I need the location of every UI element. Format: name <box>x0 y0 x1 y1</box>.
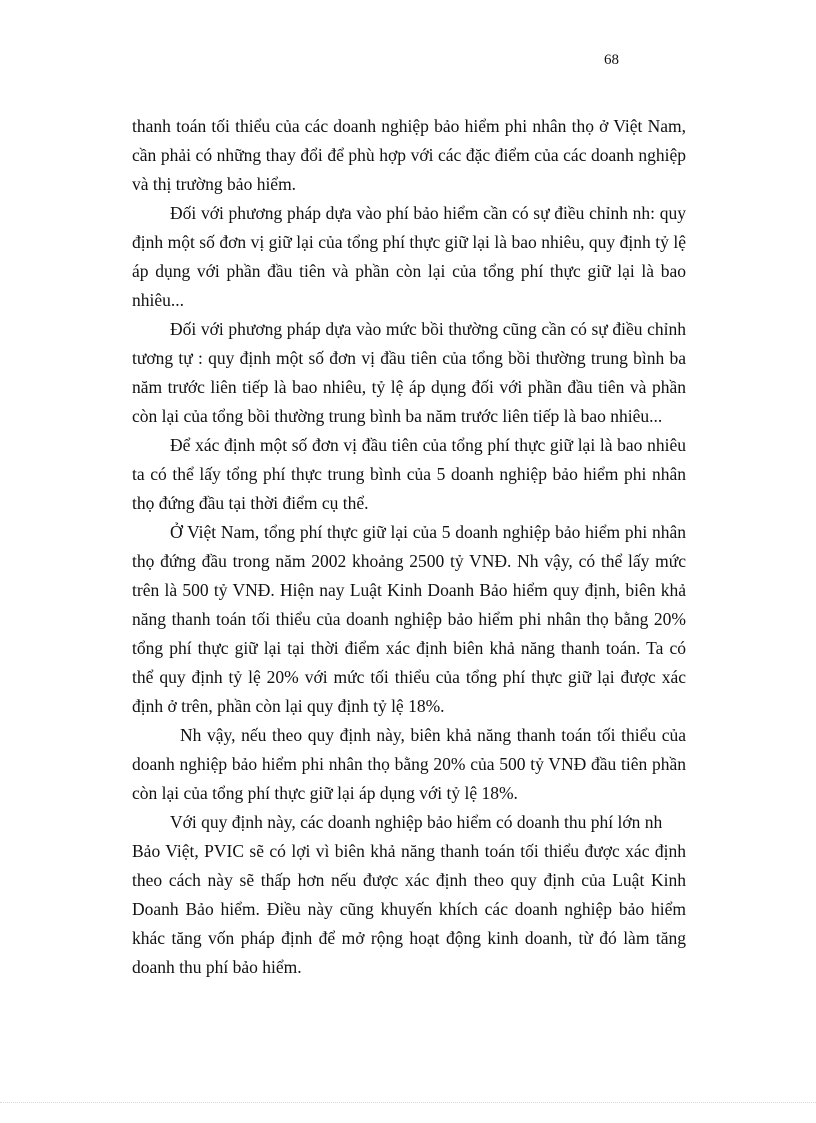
text-line: thọ đứng đầu tại thời điểm cụ thể. <box>132 493 369 513</box>
text-line: Nh vậy, nếu theo quy định này, biên khả năng thanh toán tối thiểu của <box>180 725 686 745</box>
text-line: trên là 500 tỷ VNĐ. Hiện nay Luật Kinh Doanh Bảo hiểm quy định, biên khả <box>132 580 686 600</box>
text-line: Ở Việt Nam, tổng phí thực giữ lại của 5 doanh nghiệp bảo hiểm phi nhân <box>170 522 686 542</box>
text-line: còn lại của tổng phí thực giữ lại áp dụng với tỷ lệ 18%. <box>132 783 518 803</box>
text-line: doanh nghiệp bảo hiểm phi nhân thọ bằng 20% của 500 tỷ VNĐ đầu tiên phần <box>132 754 686 774</box>
text-line: thọ đứng đầu trong năm 2002 khoảng 2500 tỷ VNĐ. Nh vậy, có thể lấy mức <box>132 551 686 571</box>
text-line: tương tự : quy định một số đơn vị đầu tiên của tổng bồi thường trung bình ba <box>132 348 686 368</box>
text-line: còn lại của tổng bồi thường trung bình ba năm trước liên tiếp là bao nhiêu... <box>132 406 663 426</box>
text-line: khác tăng vốn pháp định để mở rộng hoạt động kinh doanh, từ đó làm tăng <box>132 928 686 948</box>
text-line: nhiêu... <box>132 290 185 310</box>
text-line: thanh toán tối thiểu của các doanh nghiệp bảo hiểm phi nhân thọ ở Việt Nam, <box>132 116 686 136</box>
text-line: Doanh Bảo hiểm. Điều này cũng khuyến khích các doanh nghiệp bảo hiểm <box>132 899 686 919</box>
text-line: định ở trên, phần còn lại quy định tỷ lệ 18%. <box>132 696 445 716</box>
text-line: Đối với phương pháp dựa vào mức bồi thường cũng cần có sự điều chỉnh <box>170 319 686 339</box>
page-bottom-divider <box>0 1102 816 1103</box>
text-line: Để xác định một số đơn vị đầu tiên của tổng phí thực giữ lại là bao nhiêu <box>170 435 686 455</box>
text-line: năng thanh toán tối thiểu của doanh nghiệp bảo hiểm phi nhân thọ bằng 20% <box>132 609 686 629</box>
text-line: Bảo Việt, PVIC sẽ có lợi vì biên khả năng thanh toán tối thiểu được xác định <box>132 841 686 861</box>
text-line: định một số đơn vị giữ lại của tổng phí thực giữ lại là bao nhiêu, quy định tỷ lệ <box>132 232 686 252</box>
page-number: 68 <box>604 52 619 68</box>
text-line: Đối với phương pháp dựa vào phí bảo hiểm cần có sự điều chỉnh nh: quy <box>170 203 686 223</box>
text-line: theo cách này sẽ thấp hơn nếu được xác định theo quy định của Luật Kinh <box>132 870 686 890</box>
text-line: tổng phí thực giữ lại tại thời điểm xác định biên khả năng thanh toán. Ta có <box>132 638 686 658</box>
document-body <box>132 112 686 982</box>
text-line: năm trước liên tiếp là bao nhiêu, tỷ lệ áp dụng đối với phần đầu tiên và phần <box>132 377 686 397</box>
text-line: doanh thu phí bảo hiểm. <box>132 957 302 977</box>
text-line: ta có thể lấy tổng phí thực trung bình của 5 doanh nghiệp bảo hiểm phi nhân <box>132 464 686 484</box>
text-line: và thị trường bảo hiểm. <box>132 174 297 194</box>
text-line: áp dụng với phần đầu tiên và phần còn lại của tổng phí thực giữ lại là bao <box>132 261 686 281</box>
text-line: cần phải có những thay đổi để phù hợp với các đặc điểm của các doanh nghiệp <box>132 145 686 165</box>
text-line: thể quy định tỷ lệ 20% với mức tối thiểu của tổng phí thực giữ lại được xác <box>132 667 686 687</box>
text-line: Với quy định này, các doanh nghiệp bảo hiểm có doanh thu phí lớn nh <box>170 812 663 832</box>
